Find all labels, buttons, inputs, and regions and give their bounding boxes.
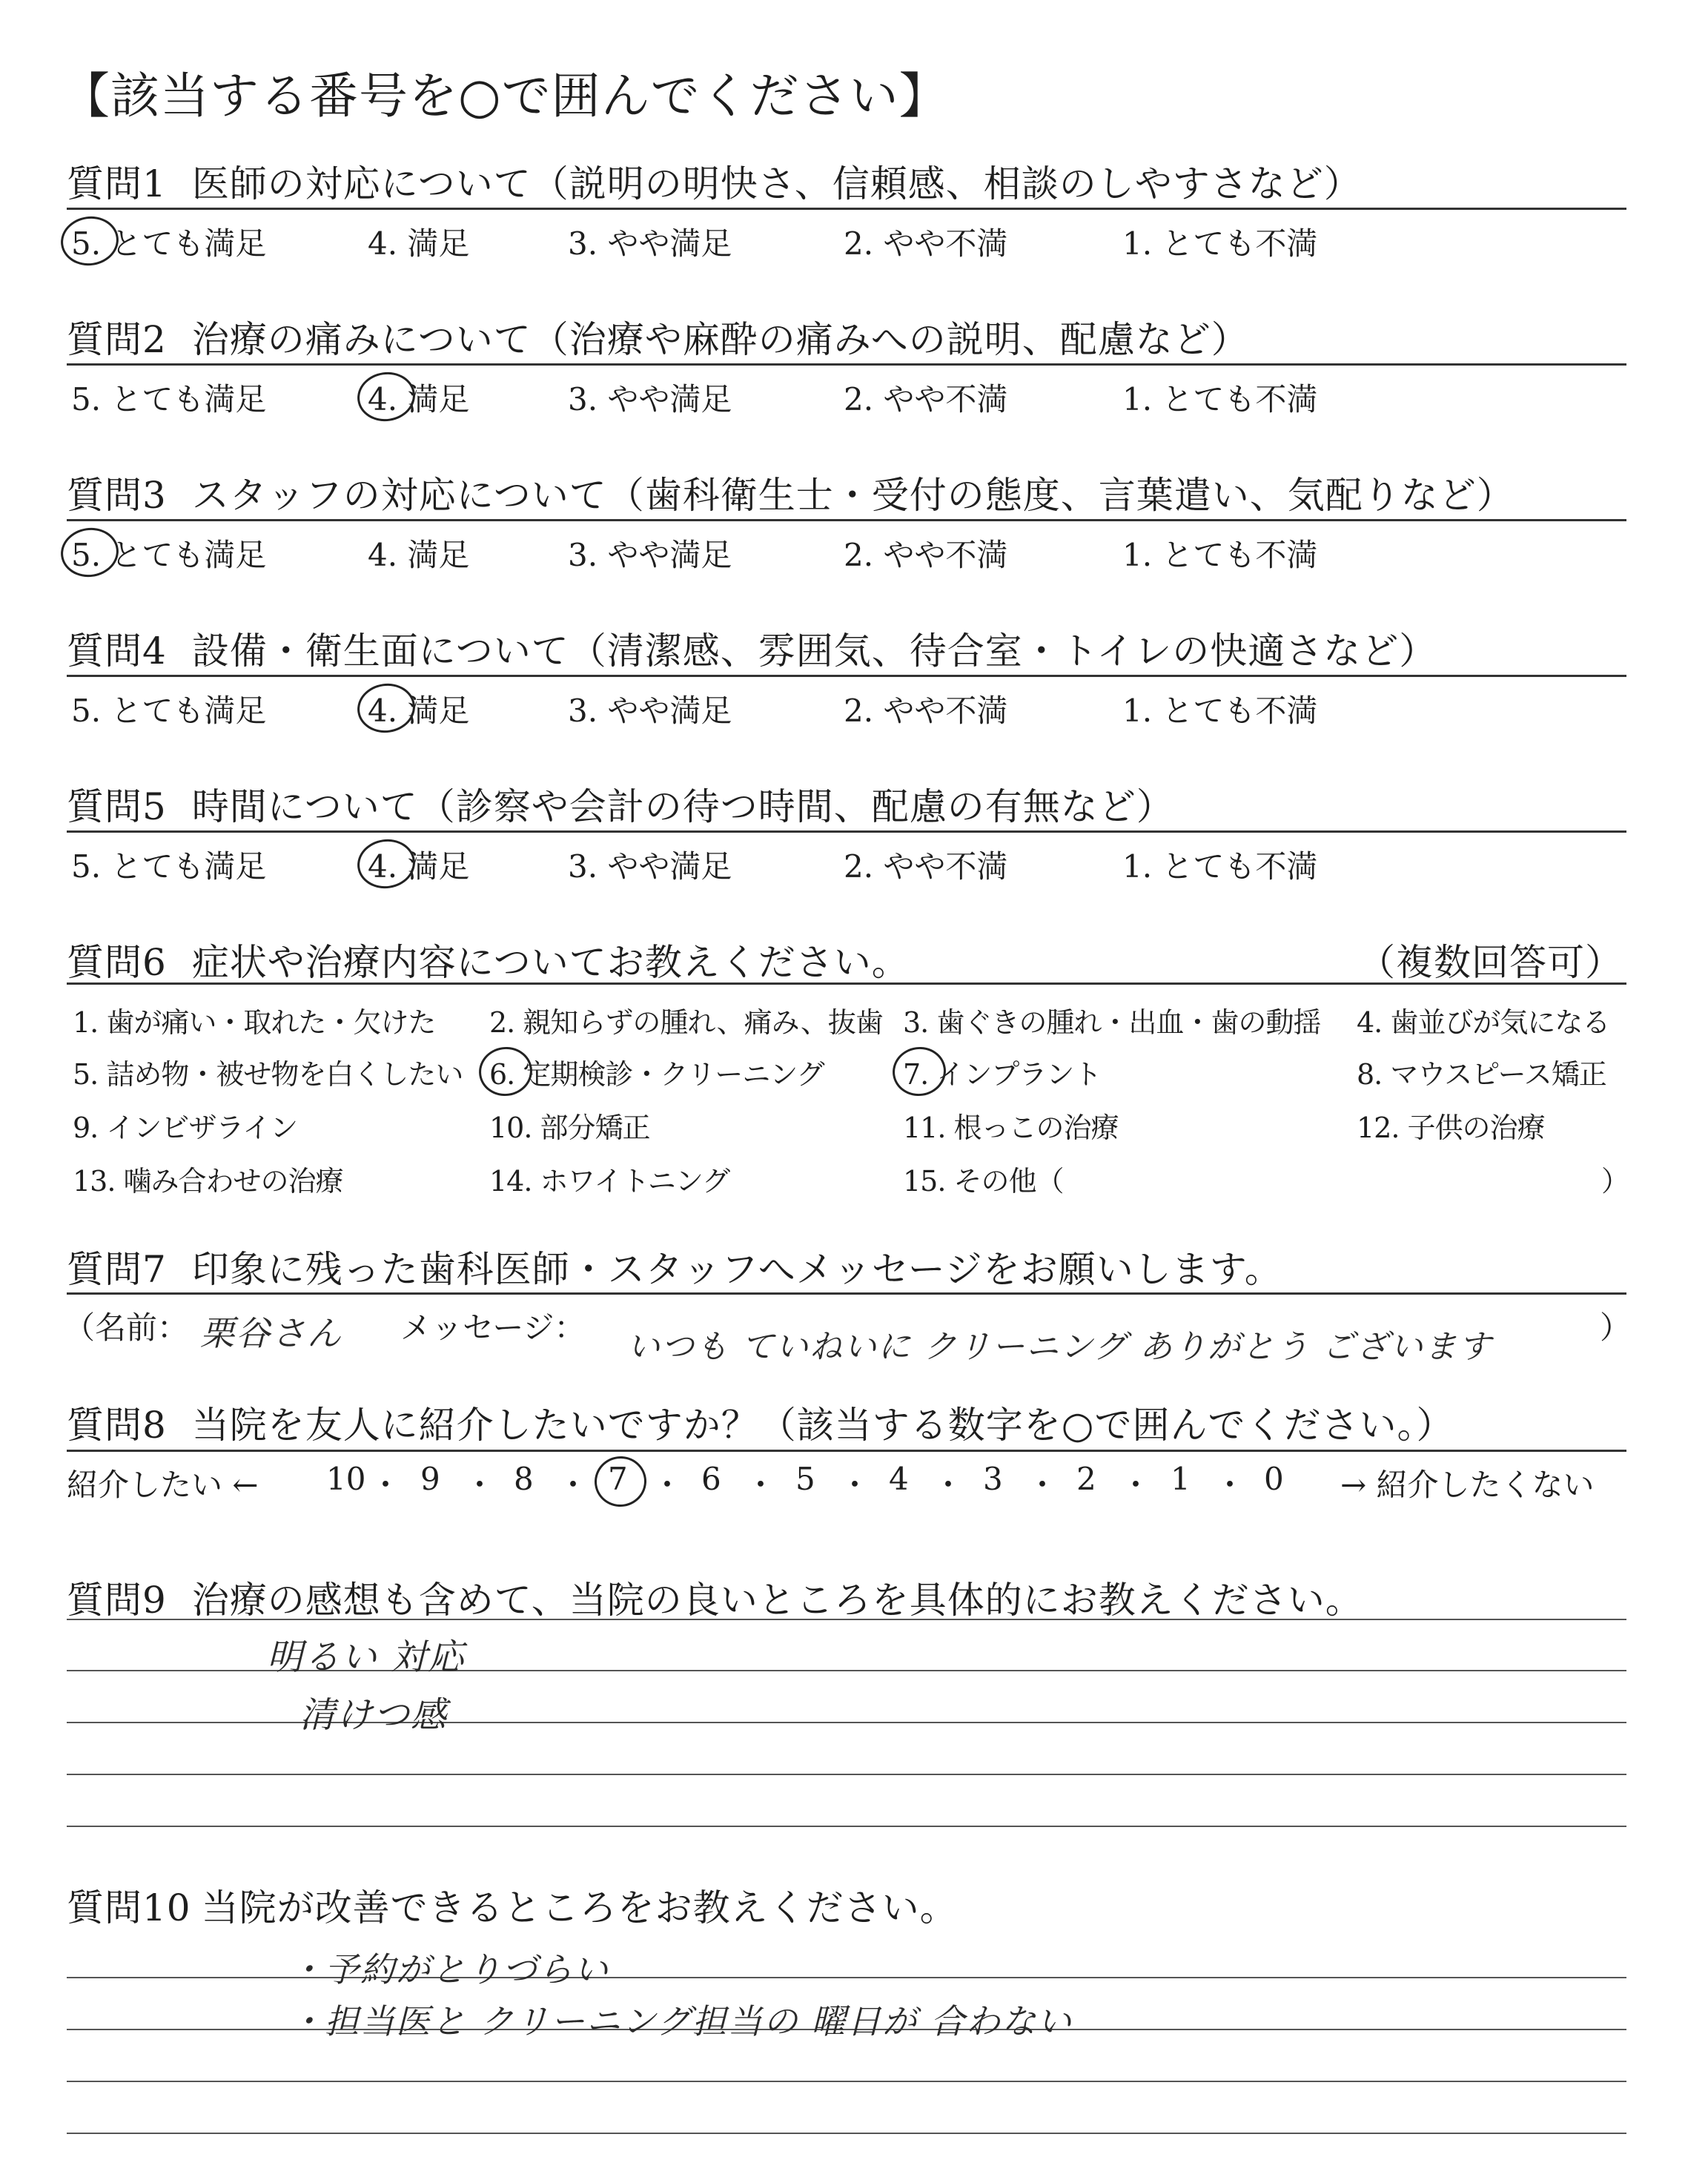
- q8-scale-separator: ・: [1027, 1467, 1059, 1503]
- q4-option-1[interactable]: 1. とても不満: [1122, 693, 1318, 729]
- q10-answer-1: ・予約がとりづらい: [289, 1949, 609, 1989]
- q8-scale-5[interactable]: 5: [795, 1461, 815, 1497]
- q8-scale-separator: ・: [933, 1467, 964, 1503]
- q6-number: 質問6: [67, 941, 167, 984]
- q6-option-2[interactable]: 2. 親知らずの腫れ、痛み、抜歯: [489, 1006, 883, 1039]
- q7-heading: [67, 1240, 1282, 1293]
- q10-line-2: [67, 2081, 1626, 2082]
- q5-option-3[interactable]: 3. やや満足: [568, 848, 732, 885]
- q8-scale-0[interactable]: 0: [1264, 1461, 1284, 1497]
- q8-left-label: 紹介したい ←: [67, 1467, 259, 1503]
- q9-answer-1: 明るい 対応: [267, 1636, 466, 1678]
- q8-right-label: → 紹介したくない: [1340, 1467, 1595, 1503]
- q3-option-4[interactable]: 4. 満足: [368, 537, 470, 573]
- q8-scale-separator: ・: [370, 1467, 402, 1503]
- q6-option-6[interactable]: 6. 定期検診・クリーニング: [489, 1058, 824, 1091]
- q6-option-9[interactable]: 9. インビザライン: [73, 1112, 298, 1144]
- q5-text: 時間について（診察や会計の待つ時間、配慮の有無など）: [191, 785, 1174, 828]
- q8-scale-3[interactable]: 3: [983, 1461, 1003, 1497]
- q5-option-2[interactable]: 2. やや不満: [844, 848, 1008, 885]
- q2-option-2[interactable]: 2. やや不満: [844, 381, 1008, 417]
- q4-rule: [67, 675, 1626, 677]
- q2-option-3[interactable]: 3. やや満足: [568, 381, 732, 417]
- q8-scale-separator: ・: [839, 1467, 871, 1503]
- q6-heading: [67, 933, 910, 986]
- q10-line-3: [67, 2133, 1626, 2134]
- q8-scale-separator: ・: [1214, 1467, 1246, 1503]
- q7-message-handwritten: いつも ていねいに クリーニング ありがとう ございます: [627, 1328, 1493, 1366]
- q4-number: 質問4: [67, 630, 167, 673]
- q8-scale-10[interactable]: 10: [326, 1461, 366, 1497]
- q7-text: 印象に残った歯科医師・スタッフへメッセージをお願いします。: [191, 1248, 1282, 1291]
- q2-text: 治療の痛みについて（治療や麻酔の痛みへの説明、配慮など）: [191, 318, 1249, 361]
- q10-heading: [67, 1878, 958, 1932]
- q10-text: 当院が改善できるところをお教えください。: [201, 1886, 958, 1929]
- q3-option-5[interactable]: 5. とても満足: [71, 537, 267, 573]
- q10-number: 質問10: [67, 1886, 191, 1929]
- q6-option-3[interactable]: 3. 歯ぐきの腫れ・出血・歯の動揺: [903, 1006, 1321, 1039]
- q9-line-4: [67, 1826, 1626, 1827]
- q9-line-0: [67, 1619, 1626, 1620]
- q7-name-handwritten: 栗谷さん: [200, 1313, 342, 1353]
- q3-option-1[interactable]: 1. とても不満: [1122, 537, 1318, 573]
- q8-text: 当院を友人に紹介したいですか？（該当する数字を○で囲んでください。）: [191, 1404, 1454, 1447]
- q7-rule: [67, 1292, 1626, 1295]
- q1-rule: [67, 208, 1626, 210]
- q2-option-5[interactable]: 5. とても満足: [71, 381, 267, 417]
- q4-option-3[interactable]: 3. やや満足: [568, 693, 732, 729]
- q9-text: 治療の感想も含めて、当院の良いところを具体的にお教えください。: [191, 1579, 1363, 1622]
- q8-rule: [67, 1450, 1626, 1452]
- q6-option-14[interactable]: 14. ホワイトニング: [489, 1165, 730, 1198]
- q9-number: 質問9: [67, 1579, 167, 1622]
- q1-option-2[interactable]: 2. やや不満: [844, 225, 1008, 262]
- q5-heading: [67, 777, 1174, 830]
- q4-option-5[interactable]: 5. とても満足: [71, 693, 267, 729]
- q6-option-13[interactable]: 13. 噛み合わせの治療: [73, 1165, 343, 1198]
- q8-heading: [67, 1396, 1454, 1449]
- q7-message-label: メッセージ：: [400, 1309, 586, 1346]
- q5-option-1[interactable]: 1. とても不満: [1122, 848, 1318, 885]
- q1-number: 質問1: [67, 162, 167, 205]
- q9-answer-2: 清けつ感: [299, 1694, 448, 1736]
- q6-option-8[interactable]: 8. マウスピース矯正: [1357, 1058, 1606, 1091]
- q3-heading: [67, 466, 1515, 519]
- q3-option-3[interactable]: 3. やや満足: [568, 537, 732, 573]
- q8-scale-6[interactable]: 6: [701, 1461, 721, 1497]
- q3-number: 質問3: [67, 474, 167, 517]
- q1-text: 医師の対応について（説明の明快さ、信頼感、相談のしやすさなど）: [191, 162, 1362, 205]
- q10-answer-2: ・担当医と クリーニング担当の 曜日が 合わない: [289, 2001, 1073, 2041]
- q6-option-5[interactable]: 5. 詰め物・被せ物を白くしたい: [73, 1058, 463, 1091]
- q8-scale-separator: ・: [652, 1467, 683, 1503]
- q2-option-4[interactable]: 4. 満足: [368, 381, 470, 417]
- q6-option-4[interactable]: 4. 歯並びが気になる: [1357, 1006, 1610, 1039]
- q5-option-4[interactable]: 4. 満足: [368, 848, 470, 885]
- q3-option-2[interactable]: 2. やや不満: [844, 537, 1008, 573]
- q2-option-1[interactable]: 1. とても不満: [1122, 381, 1318, 417]
- q6-option-11[interactable]: 11. 根っこの治療: [903, 1112, 1119, 1144]
- q8-scale-separator: ・: [464, 1467, 496, 1503]
- q2-rule: [67, 363, 1626, 366]
- q6-rule: [67, 982, 1626, 985]
- q8-scale-separator: ・: [1120, 1467, 1152, 1503]
- q4-option-2[interactable]: 2. やや不満: [844, 693, 1008, 729]
- q6-option-7[interactable]: 7. インプラント: [903, 1058, 1102, 1091]
- q9-heading: [67, 1571, 1363, 1624]
- q1-option-1[interactable]: 1. とても不満: [1122, 225, 1318, 262]
- q5-number: 質問5: [67, 785, 167, 828]
- q7-number: 質問7: [67, 1248, 167, 1291]
- q8-scale-9[interactable]: 9: [420, 1461, 440, 1497]
- q8-scale-2[interactable]: 2: [1076, 1461, 1096, 1497]
- q7-close-paren: ）: [1600, 1309, 1632, 1346]
- q8-scale-7[interactable]: 7: [608, 1461, 628, 1497]
- q5-option-5[interactable]: 5. とても満足: [71, 848, 267, 885]
- q1-option-5[interactable]: 5. とても満足: [71, 225, 267, 262]
- q6-text: 症状や治療内容についてお教えください。: [191, 941, 910, 984]
- q6-option-1[interactable]: 1. 歯が痛い・取れた・欠けた: [73, 1006, 436, 1039]
- q1-option-3[interactable]: 3. やや満足: [568, 225, 732, 262]
- q8-number: 質問8: [67, 1404, 167, 1447]
- q3-rule: [67, 519, 1626, 521]
- q6-option-12[interactable]: 12. 子供の治療: [1357, 1112, 1545, 1144]
- q6-option-10[interactable]: 10. 部分矯正: [489, 1112, 650, 1144]
- q8-scale-1[interactable]: 1: [1171, 1461, 1191, 1497]
- q1-option-4[interactable]: 4. 満足: [368, 225, 470, 262]
- q2-heading: [67, 310, 1249, 363]
- q2-number: 質問2: [67, 318, 167, 361]
- q4-heading: [67, 621, 1437, 675]
- q7-name-label: （名前：: [64, 1309, 189, 1346]
- q8-scale-8[interactable]: 8: [514, 1461, 534, 1497]
- q4-text: 設備・衛生面について（清潔感、雰囲気、待合室・トイレの快適さなど）: [191, 630, 1437, 673]
- q6-other-close-paren: ）: [1601, 1165, 1629, 1198]
- q9-line-3: [67, 1774, 1626, 1775]
- q8-scale-4[interactable]: 4: [889, 1461, 909, 1497]
- q4-option-4[interactable]: 4. 満足: [368, 693, 470, 729]
- q5-rule: [67, 830, 1626, 833]
- q8-scale-separator: ・: [557, 1467, 589, 1503]
- q6-note: （複数回答可）: [1358, 941, 1623, 984]
- page-title: 【該当する番号を○で囲んでください】: [61, 67, 949, 125]
- q1-heading: [67, 154, 1362, 208]
- q3-text: スタッフの対応について（歯科衛生士・受付の態度、言葉遣い、気配りなど）: [191, 474, 1515, 517]
- q6-option-15[interactable]: 15. その他（: [903, 1165, 1064, 1198]
- q8-scale-separator: ・: [745, 1467, 777, 1503]
